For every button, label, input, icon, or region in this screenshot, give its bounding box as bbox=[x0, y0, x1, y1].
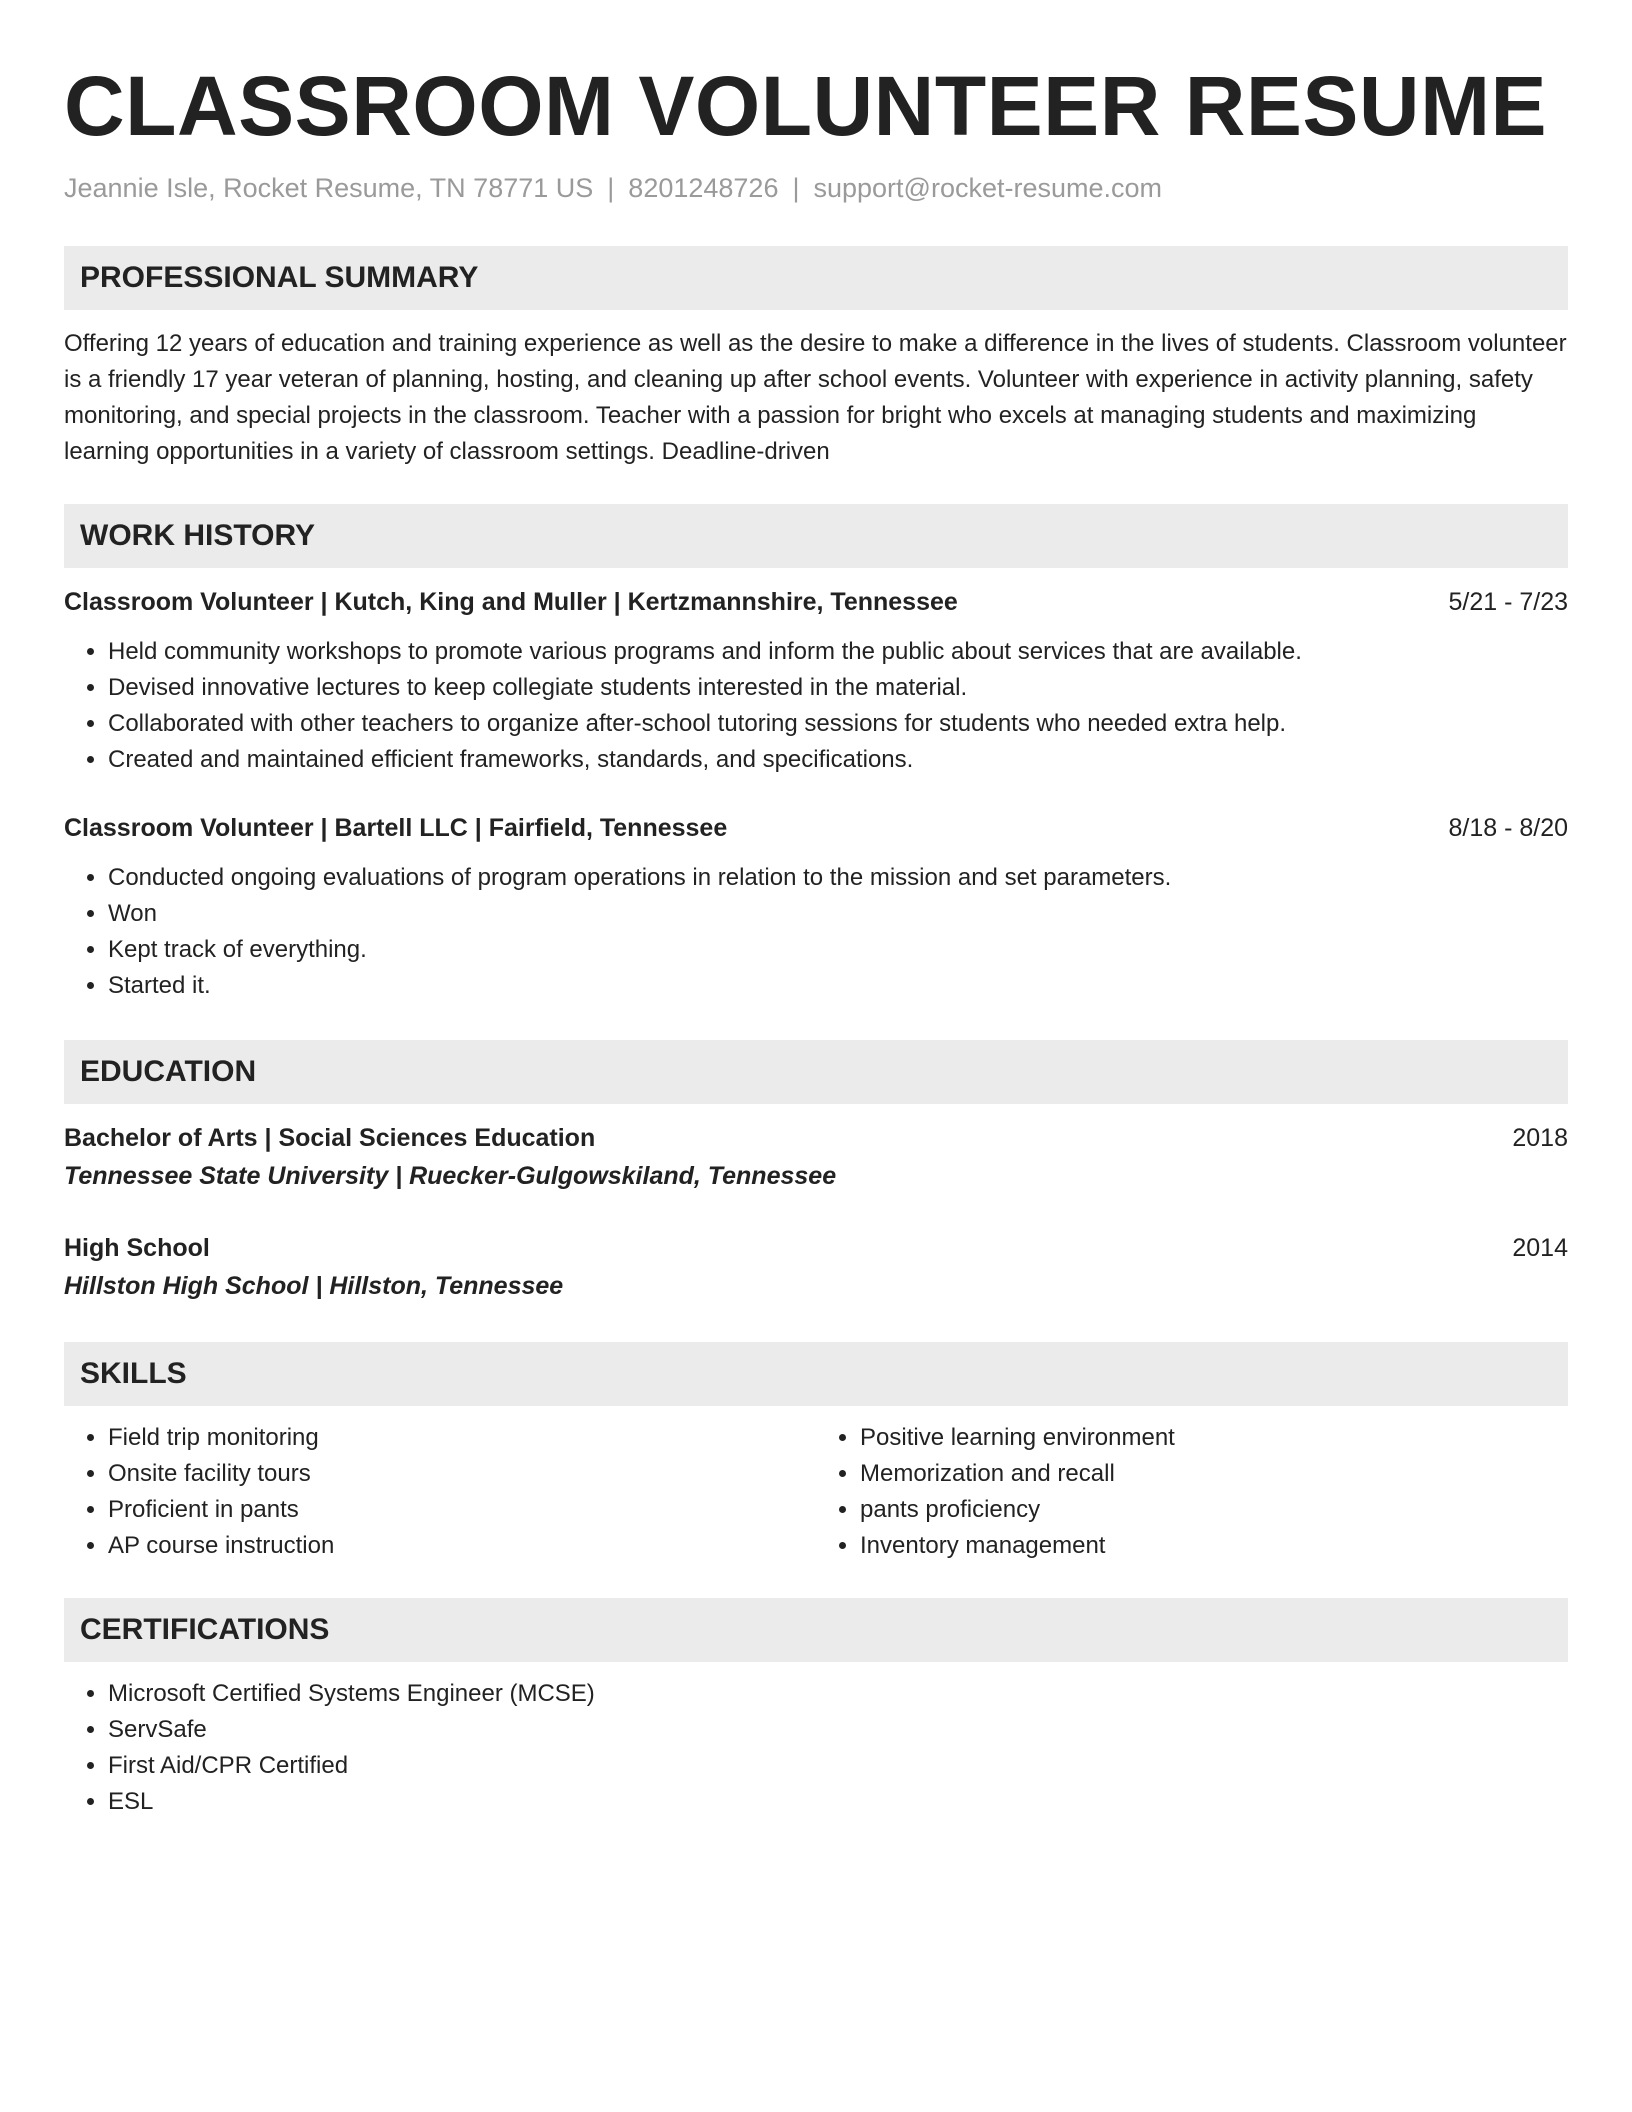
skills-grid bbox=[64, 1406, 1568, 1564]
job-entry bbox=[64, 810, 1568, 1004]
skill-item: • Proficient in pants bbox=[108, 1492, 816, 1528]
summary-text: Offering 12 years of education and training experience as well as the desire to make a difference in the lives of students. Classroom volunteer is a friendly 17 year veteran of planning, hosting, and cleaning up after school events. Volunteer with experience in activity planning, safety monitoring, and special projects in the classroom. Teacher with a passion for bright who excels at managing students and maximizing learning opportunities in a variety of classroom settings. Deadline-driven bbox=[64, 330, 1567, 465]
skills-list-right bbox=[816, 1420, 1568, 1564]
certifications-section bbox=[64, 1598, 1568, 1820]
certification-item: • ServSafe bbox=[108, 1712, 1568, 1748]
skill-item: • AP course instruction bbox=[108, 1528, 816, 1564]
job-bullet: • Conducted ongoing evaluations of program operations in relation to the mission and set parameters. bbox=[108, 860, 1568, 896]
contact-separator: | bbox=[792, 173, 800, 203]
job-dates: 5/21 - 7/23 bbox=[1448, 588, 1568, 616]
job-bullet: • Collaborated with other teachers to organize after-school tutoring sessions for students who needed extra help. bbox=[108, 706, 1568, 742]
certification-item: • Microsoft Certified Systems Engineer (MCSE) bbox=[108, 1676, 1568, 1712]
contact-separator: | bbox=[607, 173, 615, 203]
education-section bbox=[64, 1040, 1568, 1306]
skill-item: • Positive learning environment bbox=[860, 1420, 1568, 1456]
job-bullet: • Won bbox=[108, 896, 1568, 932]
work-history-heading: WORK HISTORY bbox=[64, 504, 1568, 568]
skills-list-left bbox=[64, 1420, 816, 1564]
contact-email: support@rocket-resume.com bbox=[813, 173, 1163, 203]
education-degree: Bachelor of Arts | Social Sciences Education bbox=[64, 1124, 596, 1152]
summary-heading: PROFESSIONAL SUMMARY bbox=[64, 246, 1568, 310]
job-header bbox=[64, 810, 1568, 846]
certification-item: • First Aid/CPR Certified bbox=[108, 1748, 1568, 1784]
contact-address: Jeannie Isle, Rocket Resume, TN 78771 US bbox=[64, 173, 594, 203]
education-school: Tennessee State University | Ruecker-Gulgowskiland, Tennessee bbox=[64, 1162, 837, 1190]
certifications-list bbox=[64, 1676, 1568, 1820]
certification-item: • ESL bbox=[108, 1784, 1568, 1820]
education-header bbox=[64, 1230, 1568, 1266]
education-degree: High School bbox=[64, 1234, 210, 1262]
contact-phone: 8201248726 bbox=[628, 173, 779, 203]
job-bullets bbox=[64, 860, 1568, 1004]
education-heading: EDUCATION bbox=[64, 1040, 1568, 1104]
summary-section bbox=[64, 246, 1568, 470]
job-bullet: • Held community workshops to promote various programs and inform the public about services that are available. bbox=[108, 634, 1568, 670]
skill-item: • Inventory management bbox=[860, 1528, 1568, 1564]
skill-item: • pants proficiency bbox=[860, 1492, 1568, 1528]
education-year: 2018 bbox=[1512, 1124, 1568, 1152]
job-bullets bbox=[64, 634, 1568, 778]
job-title: Classroom Volunteer | Bartell LLC | Fairfield, Tennessee bbox=[64, 814, 728, 842]
job-bullet: • Kept track of everything. bbox=[108, 932, 1568, 968]
education-entry bbox=[64, 1120, 1568, 1196]
job-header bbox=[64, 584, 1568, 620]
education-school: Hillston High School | Hillston, Tennessee bbox=[64, 1272, 564, 1300]
education-header bbox=[64, 1120, 1568, 1156]
job-bullet: • Started it. bbox=[108, 968, 1568, 1004]
skill-item: • Onsite facility tours bbox=[108, 1456, 816, 1492]
education-year: 2014 bbox=[1512, 1234, 1568, 1262]
job-entry bbox=[64, 584, 1568, 778]
contact-line bbox=[64, 170, 1568, 206]
skills-heading: SKILLS bbox=[64, 1342, 1568, 1406]
job-dates: 8/18 - 8/20 bbox=[1448, 814, 1568, 842]
skill-item: • Memorization and recall bbox=[860, 1456, 1568, 1492]
skill-item: • Field trip monitoring bbox=[108, 1420, 816, 1456]
job-bullet: • Devised innovative lectures to keep collegiate students interested in the material. bbox=[108, 670, 1568, 706]
resume-title: CLASSROOM VOLUNTEER RESUME bbox=[64, 59, 1548, 153]
education-entry bbox=[64, 1230, 1568, 1306]
work-history-section bbox=[64, 504, 1568, 1004]
job-bullet: • Created and maintained efficient frameworks, standards, and specifications. bbox=[108, 742, 1568, 778]
job-title: Classroom Volunteer | Kutch, King and Muller | Kertzmannshire, Tennessee bbox=[64, 588, 958, 616]
skills-section bbox=[64, 1342, 1568, 1564]
certifications-heading: CERTIFICATIONS bbox=[64, 1598, 1568, 1662]
